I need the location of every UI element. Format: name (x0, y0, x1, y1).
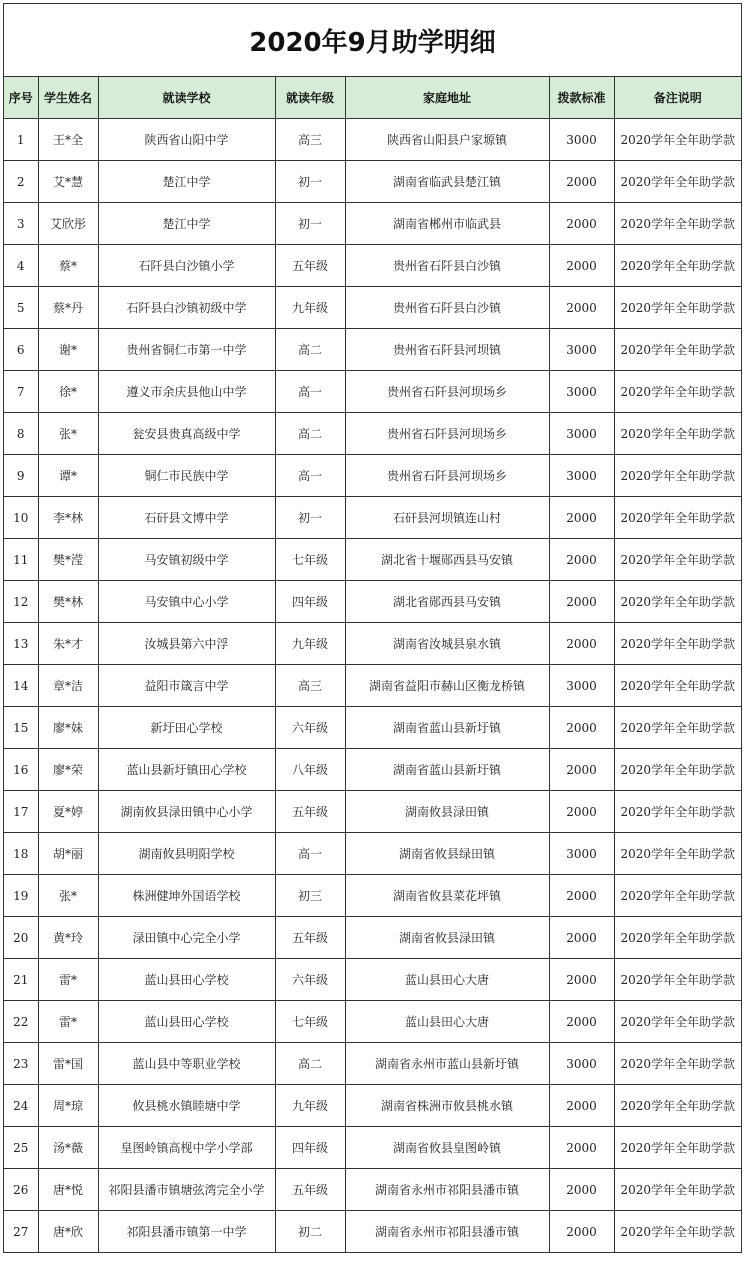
cell-address: 石矸县河坝镇连山村 (345, 497, 549, 539)
cell-amount: 2000 (549, 749, 614, 791)
cell-amount: 2000 (549, 203, 614, 245)
cell-no: 1 (4, 119, 38, 161)
cell-school: 新圩田心学校 (98, 707, 275, 749)
cell-note: 2020学年全年助学款 (614, 959, 741, 1001)
cell-amount: 2000 (549, 161, 614, 203)
cell-name: 汤*薇 (38, 1127, 98, 1169)
cell-amount: 2000 (549, 707, 614, 749)
header-note: 备注说明 (614, 77, 741, 119)
cell-no: 2 (4, 161, 38, 203)
cell-amount: 2000 (549, 1127, 614, 1169)
cell-note: 2020学年全年助学款 (614, 497, 741, 539)
cell-note: 2020学年全年助学款 (614, 791, 741, 833)
cell-school: 瓮安县贵真高级中学 (98, 413, 275, 455)
cell-grade: 高二 (275, 329, 345, 371)
cell-school: 攸县桃水镇睦塘中学 (98, 1085, 275, 1127)
cell-address: 蓝山县田心大唐 (345, 1001, 549, 1043)
table-row (4, 707, 741, 749)
cell-no: 8 (4, 413, 38, 455)
cell-amount: 2000 (549, 287, 614, 329)
cell-name: 胡*丽 (38, 833, 98, 875)
cell-name: 廖*妹 (38, 707, 98, 749)
cell-no: 22 (4, 1001, 38, 1043)
cell-grade: 五年级 (275, 1169, 345, 1211)
cell-address: 蓝山县田心大唐 (345, 959, 549, 1001)
cell-note: 2020学年全年助学款 (614, 1085, 741, 1127)
cell-no: 27 (4, 1211, 38, 1253)
header-row (4, 77, 741, 119)
cell-amount: 2000 (549, 1211, 614, 1253)
cell-note: 2020学年全年助学款 (614, 245, 741, 287)
cell-school: 汝城县第六中浮 (98, 623, 275, 665)
cell-note: 2020学年全年助学款 (614, 539, 741, 581)
cell-amount: 2000 (549, 1001, 614, 1043)
table-row (4, 959, 741, 1001)
cell-school: 祁阳县潘市镇塘弦湾完全小学 (98, 1169, 275, 1211)
cell-amount: 2000 (549, 1085, 614, 1127)
header-school: 就读学校 (98, 77, 275, 119)
cell-note: 2020学年全年助学款 (614, 749, 741, 791)
cell-address: 湖南省益阳市赫山区衡龙桥镇 (345, 665, 549, 707)
cell-name: 谭* (38, 455, 98, 497)
header-address: 家庭地址 (345, 77, 549, 119)
cell-school: 株洲健坤外国语学校 (98, 875, 275, 917)
cell-note: 2020学年全年助学款 (614, 371, 741, 413)
cell-note: 2020学年全年助学款 (614, 581, 741, 623)
cell-address: 湖南省攸县渌田镇 (345, 917, 549, 959)
cell-name: 雷* (38, 1001, 98, 1043)
cell-no: 4 (4, 245, 38, 287)
table-row (4, 413, 741, 455)
table-row (4, 455, 741, 497)
header-amount: 拨款标准 (549, 77, 614, 119)
cell-address: 贵州省石阡县白沙镇 (345, 245, 549, 287)
cell-name: 艾*慧 (38, 161, 98, 203)
table-row (4, 539, 741, 581)
cell-no: 3 (4, 203, 38, 245)
cell-school: 贵州省铜仁市第一中学 (98, 329, 275, 371)
cell-grade: 七年级 (275, 539, 345, 581)
cell-amount: 2000 (549, 497, 614, 539)
spreadsheet (3, 3, 742, 1253)
cell-address: 湖南省蓝山县新圩镇 (345, 707, 549, 749)
cell-name: 夏*婷 (38, 791, 98, 833)
cell-grade: 高二 (275, 413, 345, 455)
cell-name: 蔡* (38, 245, 98, 287)
table-row (4, 245, 741, 287)
cell-address: 湖南省永州市祁阳县潘市镇 (345, 1169, 549, 1211)
cell-no: 10 (4, 497, 38, 539)
cell-school: 楚江中学 (98, 161, 275, 203)
cell-name: 艾欣彤 (38, 203, 98, 245)
cell-grade: 五年级 (275, 791, 345, 833)
cell-grade: 五年级 (275, 917, 345, 959)
cell-school: 马安镇中心小学 (98, 581, 275, 623)
cell-grade: 四年级 (275, 581, 345, 623)
cell-address: 贵州省石阡县白沙镇 (345, 287, 549, 329)
cell-name: 周*琼 (38, 1085, 98, 1127)
cell-no: 21 (4, 959, 38, 1001)
cell-school: 石阡县白沙镇小学 (98, 245, 275, 287)
cell-address: 湖北省郧西县马安镇 (345, 581, 549, 623)
cell-grade: 六年级 (275, 959, 345, 1001)
table-row (4, 917, 741, 959)
page-title: 2020年9月助学明细 (4, 4, 741, 77)
cell-school: 铜仁市民族中学 (98, 455, 275, 497)
cell-no: 14 (4, 665, 38, 707)
cell-no: 5 (4, 287, 38, 329)
cell-note: 2020学年全年助学款 (614, 1211, 741, 1253)
cell-name: 樊*滢 (38, 539, 98, 581)
cell-grade: 九年级 (275, 1085, 345, 1127)
cell-amount: 2000 (549, 1169, 614, 1211)
cell-school: 湖南攸县明阳学校 (98, 833, 275, 875)
cell-grade: 高二 (275, 1043, 345, 1085)
cell-note: 2020学年全年助学款 (614, 833, 741, 875)
cell-school: 蓝山县田心学校 (98, 1001, 275, 1043)
table-row (4, 665, 741, 707)
cell-grade: 五年级 (275, 245, 345, 287)
header-name: 学生姓名 (38, 77, 98, 119)
cell-address: 湖南省攸县绿田镇 (345, 833, 549, 875)
cell-school: 蓝山县中等职业学校 (98, 1043, 275, 1085)
cell-grade: 初一 (275, 497, 345, 539)
cell-address: 陕西省山阳县户家塬镇 (345, 119, 549, 161)
cell-school: 渌田镇中心完全小学 (98, 917, 275, 959)
cell-address: 贵州省石阡县河坝场乡 (345, 413, 549, 455)
cell-note: 2020学年全年助学款 (614, 1043, 741, 1085)
cell-amount: 3000 (549, 665, 614, 707)
cell-no: 9 (4, 455, 38, 497)
cell-address: 湖北省十堰郧西县马安镇 (345, 539, 549, 581)
cell-school: 马安镇初级中学 (98, 539, 275, 581)
cell-note: 2020学年全年助学款 (614, 413, 741, 455)
cell-name: 王*全 (38, 119, 98, 161)
cell-name: 朱*才 (38, 623, 98, 665)
table-row (4, 749, 741, 791)
cell-note: 2020学年全年助学款 (614, 707, 741, 749)
cell-name: 张* (38, 413, 98, 455)
cell-school: 楚江中学 (98, 203, 275, 245)
cell-no: 13 (4, 623, 38, 665)
cell-amount: 3000 (549, 371, 614, 413)
cell-grade: 四年级 (275, 1127, 345, 1169)
table-row (4, 497, 741, 539)
table-row (4, 371, 741, 413)
cell-amount: 2000 (549, 875, 614, 917)
cell-grade: 初二 (275, 1211, 345, 1253)
cell-no: 23 (4, 1043, 38, 1085)
cell-no: 7 (4, 371, 38, 413)
cell-school: 皇图岭镇高枧中学小学部 (98, 1127, 275, 1169)
cell-name: 李*林 (38, 497, 98, 539)
cell-note: 2020学年全年助学款 (614, 161, 741, 203)
cell-name: 徐* (38, 371, 98, 413)
cell-grade: 六年级 (275, 707, 345, 749)
header-grade: 就读年级 (275, 77, 345, 119)
table-row (4, 875, 741, 917)
cell-address: 湖南省永州市祁阳县潘市镇 (345, 1211, 549, 1253)
cell-school: 陕西省山阳中学 (98, 119, 275, 161)
cell-no: 18 (4, 833, 38, 875)
cell-address: 湖南省攸县皇图岭镇 (345, 1127, 549, 1169)
cell-name: 樊*林 (38, 581, 98, 623)
cell-address: 湖南省永州市蓝山县新圩镇 (345, 1043, 549, 1085)
cell-amount: 3000 (549, 455, 614, 497)
cell-name: 黄*玲 (38, 917, 98, 959)
cell-school: 湖南攸县渌田镇中心小学 (98, 791, 275, 833)
cell-name: 雷* (38, 959, 98, 1001)
cell-no: 15 (4, 707, 38, 749)
table-row (4, 203, 741, 245)
table-row (4, 833, 741, 875)
cell-no: 19 (4, 875, 38, 917)
cell-name: 蔡*丹 (38, 287, 98, 329)
cell-amount: 2000 (549, 959, 614, 1001)
cell-address: 贵州省石阡县河坝镇 (345, 329, 549, 371)
cell-no: 20 (4, 917, 38, 959)
table-row (4, 1127, 741, 1169)
table-row (4, 1001, 741, 1043)
cell-no: 6 (4, 329, 38, 371)
cell-note: 2020学年全年助学款 (614, 1001, 741, 1043)
cell-note: 2020学年全年助学款 (614, 119, 741, 161)
cell-note: 2020学年全年助学款 (614, 623, 741, 665)
table-row (4, 791, 741, 833)
cell-no: 17 (4, 791, 38, 833)
cell-address: 贵州省石阡县河坝场乡 (345, 371, 549, 413)
cell-address: 湖南省临武县楚江镇 (345, 161, 549, 203)
cell-grade: 八年级 (275, 749, 345, 791)
cell-grade: 初一 (275, 161, 345, 203)
cell-name: 唐*悦 (38, 1169, 98, 1211)
cell-note: 2020学年全年助学款 (614, 1169, 741, 1211)
cell-school: 益阳市箴言中学 (98, 665, 275, 707)
cell-school: 祁阳县潘市镇第一中学 (98, 1211, 275, 1253)
cell-amount: 2000 (549, 623, 614, 665)
cell-name: 谢* (38, 329, 98, 371)
cell-address: 湖南省郴州市临武县 (345, 203, 549, 245)
cell-grade: 高一 (275, 833, 345, 875)
cell-no: 16 (4, 749, 38, 791)
cell-school: 遵义市余庆县他山中学 (98, 371, 275, 413)
cell-grade: 高三 (275, 119, 345, 161)
table-row (4, 119, 741, 161)
cell-note: 2020学年全年助学款 (614, 917, 741, 959)
cell-amount: 3000 (549, 1043, 614, 1085)
cell-amount: 2000 (549, 917, 614, 959)
table-row (4, 329, 741, 371)
cell-grade: 高一 (275, 371, 345, 413)
cell-amount: 2000 (549, 539, 614, 581)
cell-note: 2020学年全年助学款 (614, 1127, 741, 1169)
cell-grade: 七年级 (275, 1001, 345, 1043)
cell-school: 蓝山县新圩镇田心学校 (98, 749, 275, 791)
table-row (4, 1169, 741, 1211)
cell-no: 25 (4, 1127, 38, 1169)
aid-table (4, 77, 741, 1252)
cell-no: 11 (4, 539, 38, 581)
header-no: 序号 (4, 77, 38, 119)
cell-amount: 3000 (549, 119, 614, 161)
cell-school: 石矸县文博中学 (98, 497, 275, 539)
cell-note: 2020学年全年助学款 (614, 455, 741, 497)
cell-name: 雷*国 (38, 1043, 98, 1085)
cell-address: 湖南省蓝山县新圩镇 (345, 749, 549, 791)
cell-grade: 九年级 (275, 623, 345, 665)
cell-amount: 2000 (549, 791, 614, 833)
table-row (4, 581, 741, 623)
cell-school: 石阡县白沙镇初级中学 (98, 287, 275, 329)
cell-name: 唐*欣 (38, 1211, 98, 1253)
cell-grade: 初一 (275, 203, 345, 245)
table-row (4, 1085, 741, 1127)
cell-name: 张* (38, 875, 98, 917)
cell-grade: 高三 (275, 665, 345, 707)
table-row (4, 1043, 741, 1085)
cell-address: 湖南攸县渌田镇 (345, 791, 549, 833)
cell-amount: 3000 (549, 833, 614, 875)
cell-address: 湖南省汝城县泉水镇 (345, 623, 549, 665)
cell-amount: 2000 (549, 245, 614, 287)
cell-amount: 3000 (549, 329, 614, 371)
cell-address: 贵州省石阡县河坝场乡 (345, 455, 549, 497)
table-row (4, 287, 741, 329)
cell-name: 章*洁 (38, 665, 98, 707)
cell-grade: 九年级 (275, 287, 345, 329)
cell-school: 蓝山县田心学校 (98, 959, 275, 1001)
cell-grade: 初三 (275, 875, 345, 917)
cell-address: 湖南省攸县菜花坪镇 (345, 875, 549, 917)
cell-note: 2020学年全年助学款 (614, 203, 741, 245)
cell-no: 12 (4, 581, 38, 623)
table-row (4, 161, 741, 203)
cell-amount: 3000 (549, 413, 614, 455)
cell-no: 24 (4, 1085, 38, 1127)
cell-note: 2020学年全年助学款 (614, 875, 741, 917)
cell-no: 26 (4, 1169, 38, 1211)
cell-name: 廖*荣 (38, 749, 98, 791)
cell-note: 2020学年全年助学款 (614, 287, 741, 329)
cell-note: 2020学年全年助学款 (614, 329, 741, 371)
cell-note: 2020学年全年助学款 (614, 665, 741, 707)
cell-address: 湖南省株洲市攸县桃水镇 (345, 1085, 549, 1127)
table-row (4, 1211, 741, 1253)
cell-amount: 2000 (549, 581, 614, 623)
cell-grade: 高一 (275, 455, 345, 497)
table-row (4, 623, 741, 665)
